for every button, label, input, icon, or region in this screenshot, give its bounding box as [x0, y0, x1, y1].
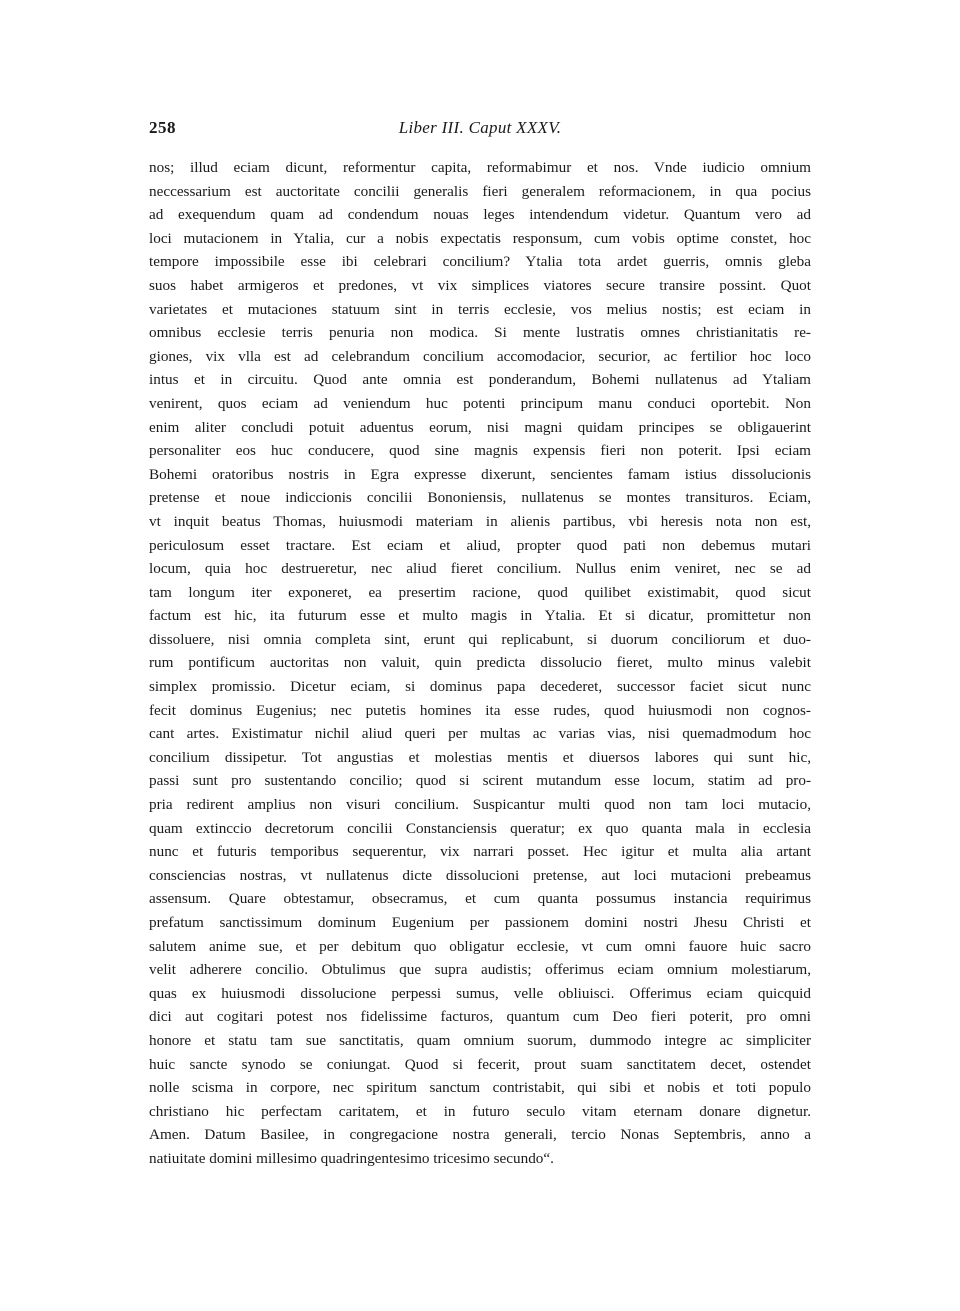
text-line: nunc et futuris temporibus sequerentur, vix narrari posset. Hec igitur et multa alia artant: [149, 843, 811, 861]
text-line: personaliter eos huc conducere, quod sine magnis expensis fieri non poterit. Ipsi eciam: [149, 442, 811, 460]
text-line: varietates et mutaciones statuum sint in terris ecclesie, vos melius nostis; est eciam in: [149, 300, 811, 318]
text-line: rum pontificum auctoritas non valuit, quin predicta dissolucio fieret, multo minus valebit: [149, 654, 811, 672]
text-line: suos habet armigeros et predones, vt vix simplices viatores secure transire possint. Quot: [149, 276, 811, 294]
text-line: tempore impossibile esse ibi celebrari concilium? Ytalia tota ardet guerris, omnis gleba: [149, 253, 811, 271]
text-line: tam longum iter exponeret, ea presertim racione, quod quilibet existimabit, quod sicut: [149, 583, 811, 601]
text-line: dissoluere, nisi omnia completa sint, erunt qui replicabunt, si duorum conciliorum et duo-: [149, 630, 811, 648]
text-line: salutem anime sue, et per debitum quo obligatur ecclesie, vt cum omni fauore huic sacro: [149, 937, 811, 955]
text-line: prefatum sanctissimum dominum Eugenium per passionem domini nostri Jhesu Christi et: [149, 914, 811, 931]
text-line: huic sancte synodo se coniungat. Quod si fecerit, prout suam sanctitatem decet, ostendet: [149, 1055, 811, 1073]
text-line: cant artes. Existimatur nichil aliud queri per multas ac varias vias, nisi quemadmodum hoc: [149, 725, 811, 743]
text-line-last: natiuitate domini millesimo quadringentesimo tricesimo secundo“.: [149, 1149, 554, 1167]
text-line: assensum. Quare obtestamur, obsecramus, et cum quanta possumus instancia requirimus: [149, 890, 811, 908]
body-text: [149, 156, 811, 1171]
text-line: pretense et noue indiccionis concilii Bononiensis, nullatenus se montes transituros. Eciam,: [149, 489, 811, 507]
text-line: ad exequendum quam ad condendum nouas leges intendendum videtur. Quantum vero ad: [149, 206, 811, 224]
running-title: Liber III. Caput XXXV.: [398, 118, 562, 137]
text-line: quas ex huiusmodi dissolucione perpessi sumus, velle obliuisci. Offerimus eciam quicquid: [149, 984, 811, 1002]
text-line: passi sunt pro sustentando concilio; quod si scirent mutandum esse locum, statim ad pro-: [149, 772, 811, 790]
text-line: factum est hic, ita futurum esse et multo magis in Ytalia. Et si dicatur, promittetur non: [149, 607, 811, 625]
text-line: fecit dominus Eugenius; nec putetis homines ita esse rudes, quod huiusmodi non cognos-: [149, 701, 811, 719]
text-line: intus et in circuitu. Quod ante omnia est ponderandum, Bohemi nullatenus ad Ytaliam: [149, 371, 811, 389]
text-line: Bohemi oratoribus nostris in Egra expresse dixerunt, sencientes famam istius dissolucionis: [149, 465, 811, 483]
text-line: neccessarium est auctoritate concilii generalis fieri generalem reformacionem, in qua pocius: [149, 182, 811, 200]
text-line: venirent, quos eciam ad veniendum huc potenti principum manu conduci oportebit. Non: [149, 394, 811, 412]
text-line: enim aliter concludi potuit aduentus eorum, nisi magni quidam principes se obligauerint: [149, 418, 811, 436]
text-line: nolle scisma in corpore, nec spiritum sanctum contristabit, qui sibi et nobis et toti populo: [149, 1079, 811, 1097]
text-line: velit adherere concilio. Obtulimus que supra audistis; offerimus eciam omnium molestiarum,: [149, 961, 811, 979]
text-line: vt inquit beatus Thomas, huiusmodi materiam in alienis partibus, vbi heresis nota non est,: [149, 512, 811, 530]
book-page: [149, 118, 811, 1171]
text-line: honore et statu tam sue sanctitatis, quam omnium suorum, dummodo integre ac simpliciter: [149, 1031, 811, 1049]
page-number: 258: [149, 118, 176, 137]
text-line: loci mutacionem in Ytalia, cur a nobis expectatis responsum, cum vobis optime constet, hoc: [149, 229, 811, 247]
text-line: periculosum esset tractare. Est eciam et aliud, propter quod pati non debemus mutari: [149, 536, 811, 554]
text-line: consciencias nostras, vt nullatenus dicte dissolucioni pretense, aut loci mutacioni prebeamus: [149, 866, 811, 884]
text-line: locum, quia hoc destrueretur, nec aliud fieret concilium. Nullus enim veniret, nec se ad: [149, 560, 811, 578]
text-line: giones, vix vlla est ad celebrandum concilium accomodacior, securior, ac fertilior hoc loco: [149, 347, 811, 365]
text-line: quam extinccio decretorum concilii Constanciensis queratur; ex quo quanta mala in ecclesia: [149, 819, 811, 837]
text-line: pria redirent amplius non visuri concilium. Suspicantur multi quod non tam loci mutacio,: [149, 796, 811, 814]
text-line: dici aut cogitari potest nos fidelissime facturos, quantum cum Deo fieri poterit, pro omni: [149, 1008, 811, 1026]
running-head: [149, 118, 811, 144]
text-line: simplex promissio. Dicetur eciam, si dominus papa decederet, successor faciet sicut nunc: [149, 678, 811, 696]
text-line: concilium dissipetur. Tot angustias et molestias mentis et diuersos labores qui sunt hic,: [149, 748, 811, 766]
text-line: omnibus ecclesie terris penuria non modica. Si mente lustratis omnes christianitatis re-: [149, 324, 811, 342]
text-line: nos; illud eciam dicunt, reformentur capita, reformabimur et nos. Vnde iudicio omnium: [149, 159, 811, 176]
text-line: Amen. Datum Basilee, in congregacione nostra generali, tercio Nonas Septembris, anno a: [149, 1126, 811, 1144]
text-line: christiano hic perfectam caritatem, et in futuro seculo vitam eternam donare dignetur.: [149, 1102, 811, 1120]
